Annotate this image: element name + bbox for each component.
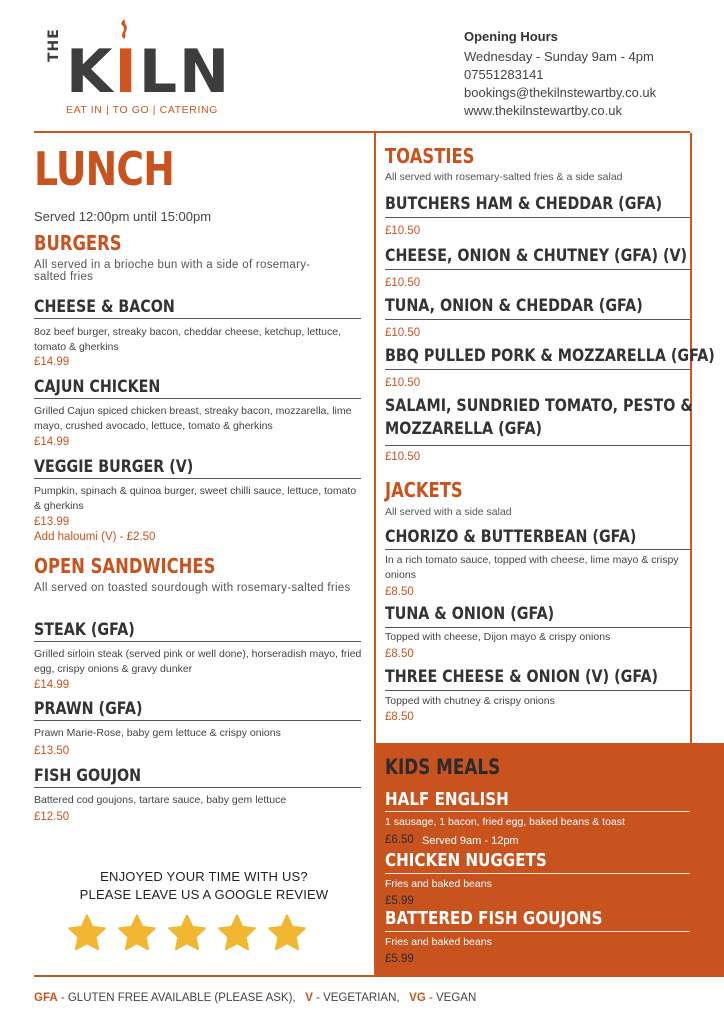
menu-item-name: BUTCHERS HAM & CHEDDAR (GFA) (385, 194, 663, 214)
menu-item-name: FISH GOUJON (34, 766, 142, 786)
email-address: bookings@thekilnstewartby.co.uk (464, 85, 657, 100)
burgers-subtitle: All served in a brioche bun with a side of rosemary-salted fries (34, 259, 311, 283)
open-sandwiches-subtitle: All served on toasted sourdough with rosemary-salted fries (34, 582, 351, 594)
menu-item-name: STEAK (GFA) (34, 620, 135, 640)
menu-item-price: £10.50 (385, 225, 421, 237)
menu-item-desc: In a rich tomato sauce, topped with cheese, lime mayo & crispy onions (385, 554, 679, 581)
kiln-logo (46, 18, 232, 118)
kids-item-price: £5.99 (385, 953, 414, 965)
menu-item-price: £8.50 (385, 648, 414, 660)
phone-number: 07551283141 (464, 67, 544, 82)
menu-item-price: £14.99 (34, 679, 70, 691)
right-border (690, 133, 692, 743)
kids-item-desc: Fries and baked beans (385, 936, 492, 948)
item-divider (385, 627, 690, 628)
menu-item-price: £10.50 (385, 377, 421, 389)
star-icon (116, 912, 158, 954)
logo-wordmark: KILN (66, 37, 232, 107)
dietary-key: GFA - GLUTEN FREE AVAILABLE (PLEASE ASK), V - VEGETARIAN, VG - VEGAN (34, 992, 477, 1004)
menu-item-name: CHORIZO & BUTTERBEAN (GFA) (385, 527, 637, 547)
kids-item-price: £5.99 (385, 895, 414, 907)
kids-item-divider (385, 811, 690, 812)
google-review-prompt (34, 868, 374, 904)
kids-item-name: HALF ENGLISH (385, 789, 509, 810)
item-divider (385, 369, 690, 370)
jackets-subtitle: All served with a side salad (385, 506, 512, 518)
item-divider (385, 319, 690, 320)
kids-item-price: £6.50 (385, 834, 414, 846)
menu-item-price: £14.99 (34, 356, 70, 368)
item-divider (385, 217, 690, 218)
item-divider (34, 478, 361, 479)
menu-item-desc: Pumpkin, spinach & quinoa burger, sweet chilli sauce, lettuce, tomato & gherkins (34, 485, 357, 512)
menu-item-name: TUNA, ONION & CHEDDAR (GFA) (385, 296, 643, 316)
menu-item-name: THREE CHEESE & ONION (V) (GFA) (385, 667, 659, 687)
menu-item-price: £10.50 (385, 327, 421, 339)
menu-item-extra: Add haloumi (V) - £2.50 (34, 531, 156, 543)
menu-item-desc: 8oz beef burger, streaky bacon, cheddar cheese, ketchup, lettuce, tomato & gherkins (34, 326, 342, 353)
menu-item-name-line2: MOZZARELLA (GFA) (385, 419, 543, 439)
v-key: V (305, 992, 313, 1004)
item-divider (385, 269, 690, 270)
review-line-2: PLEASE LEAVE US A GOOGLE REVIEW (79, 887, 329, 902)
menu-item-name: CHEESE, ONION & CHUTNEY (GFA) (V) (385, 246, 688, 266)
open-sandwiches-title: OPEN SANDWICHES (34, 554, 216, 578)
jackets-title: JACKETS (385, 478, 463, 502)
menu-item-desc: Battered cod goujons, tartare sauce, baby gem lettuce (34, 794, 287, 806)
menu-item-name: VEGGIE BURGER (V) (34, 457, 194, 477)
item-divider (34, 398, 361, 399)
star-icon (266, 912, 308, 954)
item-divider (34, 641, 361, 642)
logo-the: THE (46, 28, 62, 62)
opening-hours-title: Opening Hours (464, 29, 558, 44)
menu-item-name: CHEESE & BACON (34, 297, 175, 317)
item-divider (385, 690, 690, 691)
menu-item-desc: Grilled sirloin steak (served pink or well done), horseradish mayo, fried egg, crispy onions & gravy dunker (34, 648, 362, 675)
kids-meals-title: KIDS MEALS (385, 755, 501, 779)
menu-item-desc: Grilled Cajun spiced chicken breast, streaky bacon, mozzarella, lime mayo, crushed avocado, lettuce, tomato & gherkins (34, 405, 352, 432)
bottom-divider (34, 975, 724, 977)
kids-item-name: BATTERED FISH GOUJONS (385, 908, 603, 929)
lunch-served-time: Served 12:00pm until 15:00pm (34, 209, 212, 224)
menu-item-price: £13.99 (34, 516, 70, 528)
burgers-title: BURGERS (34, 231, 122, 255)
vg-key: VG (409, 992, 426, 1004)
menu-item-desc: Topped with chutney & crispy onions (385, 695, 555, 707)
gfa-key: GFA (34, 992, 58, 1004)
kids-item-desc: 1 sausage, 1 bacon, fried egg, baked beans & toast (385, 816, 625, 828)
menu-item-price: £13.50 (34, 745, 70, 757)
kids-item-divider (385, 931, 690, 932)
menu-item-desc: Topped with cheese, Dijon mayo & crispy onions (385, 631, 611, 643)
kids-item-desc: Fries and baked beans (385, 878, 492, 890)
toasties-subtitle: All served with rosemary-salted fries & a side salad (385, 171, 623, 183)
review-line-1: ENJOYED YOUR TIME WITH US? (100, 869, 308, 884)
menu-item-price: £8.50 (385, 586, 414, 598)
menu-item-price: £10.50 (385, 451, 421, 463)
menu-item-name-line1: SALAMI, SUNDRIED TOMATO, PESTO & (385, 396, 693, 416)
menu-item-price: £8.50 (385, 711, 414, 723)
kids-meals-panel (376, 743, 724, 975)
star-icon (216, 912, 258, 954)
menu-item-name: CAJUN CHICKEN (34, 377, 161, 397)
menu-item-price: £10.50 (385, 277, 421, 289)
star-icon (66, 912, 108, 954)
review-stars (66, 912, 308, 954)
kids-item-name: CHICKEN NUGGETS (385, 850, 547, 871)
item-divider (34, 318, 361, 319)
opening-hours (464, 28, 656, 120)
kids-item-note: Served 9am - 12pm (422, 835, 519, 847)
star-icon (166, 912, 208, 954)
logo-tagline: EAT IN | TO GO | CATERING (66, 104, 218, 116)
kids-item-divider (385, 873, 690, 874)
menu-item-name: BBQ PULLED PORK & MOZZARELLA (GFA) (385, 346, 715, 366)
menu-item-name: PRAWN (GFA) (34, 699, 143, 719)
website-url: www.thekilnstewartby.co.uk (464, 103, 622, 118)
menu-item-name: TUNA & ONION (GFA) (385, 604, 555, 624)
toasties-title: TOASTIES (385, 144, 475, 168)
menu-item-price: £14.99 (34, 436, 70, 448)
menu-item-desc: Prawn Marie-Rose, baby gem lettuce & crispy onions (34, 727, 281, 739)
menu-item-price: £12.50 (34, 811, 70, 823)
item-divider (385, 445, 690, 446)
top-divider (34, 131, 690, 133)
item-divider (34, 787, 361, 788)
item-divider (34, 720, 361, 721)
item-divider (385, 549, 690, 550)
lunch-title: LUNCH (34, 142, 175, 196)
opening-days: Wednesday - Sunday 9am - 4pm (464, 49, 654, 64)
